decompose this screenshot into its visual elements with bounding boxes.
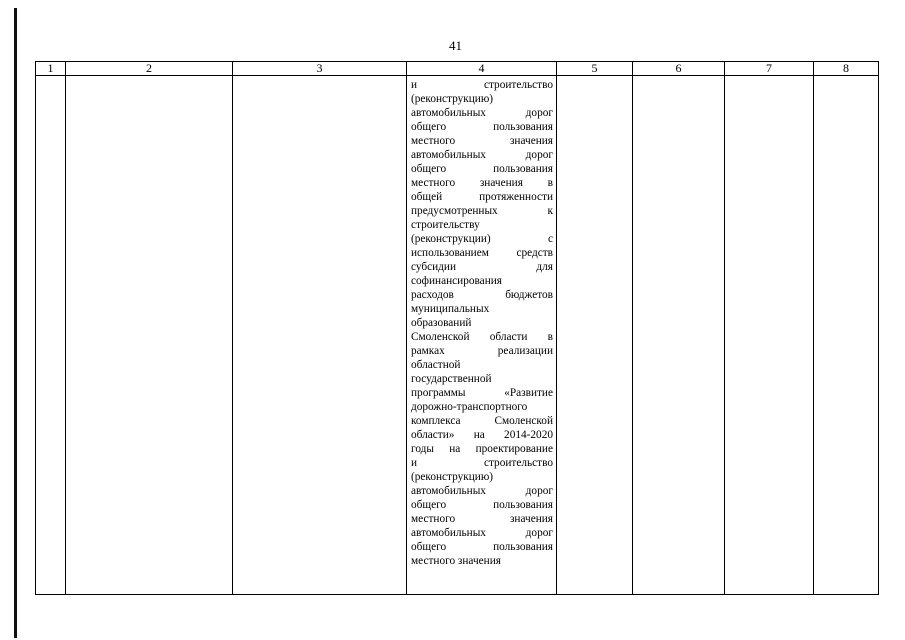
description-line: образований — [411, 317, 472, 329]
description-line: годы на проектирование — [411, 443, 553, 455]
column-header-5: 5 — [557, 62, 633, 76]
description-line: и строительство — [411, 457, 553, 469]
description-line: (реконструкции) с — [411, 233, 553, 245]
description-line: предусмотренных к — [411, 205, 553, 217]
column-header-6: 6 — [633, 62, 725, 76]
column-header-4: 4 — [407, 62, 557, 76]
column-header-8: 8 — [814, 62, 879, 76]
cell-col-7 — [725, 76, 814, 595]
table-row — [36, 76, 879, 595]
description-text — [407, 76, 556, 568]
description-line: расходов бюджетов — [411, 289, 553, 301]
description-line: автомобильных дорог — [411, 149, 553, 161]
description-line: (реконструкцию) — [411, 93, 494, 105]
scan-edge-line — [14, 8, 17, 638]
cell-col-4-description — [407, 76, 557, 595]
description-line: Смоленской области в — [411, 331, 553, 343]
description-line: местного значения — [411, 135, 553, 147]
description-line: общего пользования — [411, 499, 553, 511]
column-header-2: 2 — [66, 62, 233, 76]
description-line: (реконструкцию) — [411, 471, 494, 483]
description-line: областной — [411, 359, 461, 371]
description-line: государственной — [411, 373, 492, 385]
description-line: общего пользования — [411, 163, 553, 175]
description-line: рамках реализации — [411, 345, 553, 357]
cell-col-2 — [66, 76, 233, 595]
document-table — [35, 61, 879, 595]
description-line: местного значения — [411, 513, 553, 525]
description-line: субсидии для — [411, 261, 553, 273]
description-line: комплекса Смоленской — [411, 415, 553, 427]
description-line: автомобильных дорог — [411, 107, 553, 119]
description-line: общей протяженности — [411, 191, 553, 203]
cell-col-6 — [633, 76, 725, 595]
description-line: строительству — [411, 219, 480, 231]
description-line: местного значения — [411, 555, 501, 567]
description-line: области» на 2014-2020 — [411, 429, 553, 441]
cell-col-1 — [36, 76, 66, 595]
column-header-3: 3 — [233, 62, 407, 76]
page-number-text: 41 — [449, 38, 462, 53]
description-line: и строительство — [411, 79, 553, 91]
description-line: общего пользования — [411, 541, 553, 553]
description-line: муниципальных — [411, 303, 490, 315]
page-number — [0, 38, 905, 54]
cell-col-8 — [814, 76, 879, 595]
description-line: местного значения в — [411, 177, 553, 189]
description-line: программы «Развитие — [411, 387, 553, 399]
column-header-7: 7 — [725, 62, 814, 76]
cell-col-5 — [557, 76, 633, 595]
description-line: софинансирования — [411, 275, 502, 287]
table-header-row — [36, 62, 879, 76]
description-line: общего пользования — [411, 121, 553, 133]
description-line: автомобильных дорог — [411, 527, 553, 539]
description-line: дорожно-транспортного — [411, 401, 528, 413]
description-line: использованием средств — [411, 247, 553, 259]
description-line: автомобильных дорог — [411, 485, 553, 497]
cell-col-3 — [233, 76, 407, 595]
column-header-1: 1 — [36, 62, 66, 76]
